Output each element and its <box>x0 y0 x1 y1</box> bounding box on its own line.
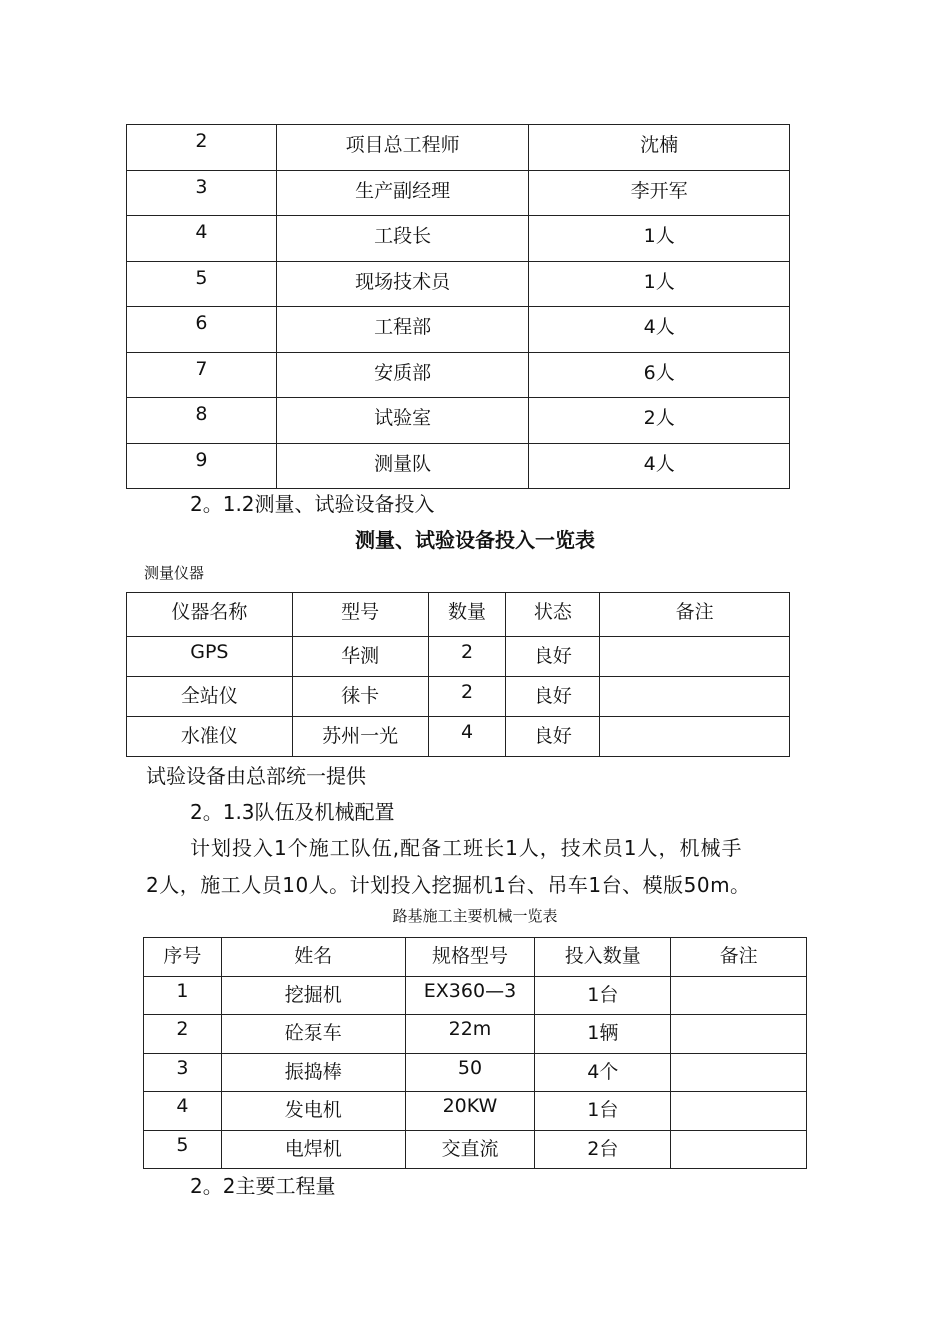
survey-table-title: 测量、试验设备投入一览表 <box>355 528 595 552</box>
table-cell: 挖掘机 <box>221 976 405 1015</box>
table-cell: 2 <box>428 637 506 677</box>
table-cell: 苏州一光 <box>292 717 428 757</box>
table-cell <box>600 717 790 757</box>
staff-table <box>126 124 790 489</box>
table-cell: 9 <box>127 443 277 489</box>
table-cell: 1台 <box>535 1092 671 1131</box>
section-heading-2-1-3: 2。1.3队伍及机械配置 <box>190 800 395 824</box>
table-cell <box>671 976 807 1015</box>
table-row <box>127 717 790 757</box>
table-row <box>127 261 790 307</box>
table-cell: GPS <box>127 637 293 677</box>
table-cell: 发电机 <box>221 1092 405 1131</box>
table-cell: 4人 <box>529 443 790 489</box>
header-cell: 型号 <box>292 593 428 637</box>
table-row <box>127 307 790 353</box>
table-cell: 砼泵车 <box>221 1015 405 1054</box>
table-cell: 良好 <box>506 717 600 757</box>
table-cell: 交直流 <box>405 1130 535 1169</box>
table-cell: 振捣棒 <box>221 1053 405 1092</box>
table-row <box>127 443 790 489</box>
machine-table <box>143 937 807 1169</box>
header-cell: 备注 <box>671 938 807 977</box>
table-row <box>127 125 790 171</box>
table-header-row <box>127 593 790 637</box>
table-cell: 50 <box>405 1053 535 1092</box>
table-cell: 项目总工程师 <box>276 125 529 171</box>
header-cell: 数量 <box>428 593 506 637</box>
table-cell: 良好 <box>506 677 600 717</box>
table-row <box>144 976 807 1015</box>
header-cell: 投入数量 <box>535 938 671 977</box>
table-cell: 5 <box>127 261 277 307</box>
table-cell: 工段长 <box>276 216 529 262</box>
table-cell: 生产副经理 <box>276 170 529 216</box>
table-cell <box>671 1015 807 1054</box>
table-row <box>127 216 790 262</box>
table-row <box>127 677 790 717</box>
table-cell <box>600 677 790 717</box>
table-cell: 20KW <box>405 1092 535 1131</box>
table-cell: 1人 <box>529 216 790 262</box>
test-equipment-note: 试验设备由总部统一提供 <box>146 764 366 788</box>
table-cell: 4个 <box>535 1053 671 1092</box>
table-header-row <box>144 938 807 977</box>
table-cell <box>671 1092 807 1131</box>
header-cell: 状态 <box>506 593 600 637</box>
header-cell: 规格型号 <box>405 938 535 977</box>
table-cell: 水准仪 <box>127 717 293 757</box>
table-row <box>144 1130 807 1169</box>
header-cell: 序号 <box>144 938 222 977</box>
table-cell: 2 <box>144 1015 222 1054</box>
table-cell: 工程部 <box>276 307 529 353</box>
table-row <box>127 398 790 444</box>
table-cell: 3 <box>127 170 277 216</box>
table-cell: 4 <box>127 216 277 262</box>
header-cell: 姓名 <box>221 938 405 977</box>
table-row <box>144 1015 807 1054</box>
table-cell: 22m <box>405 1015 535 1054</box>
paragraph-line-1: 计划投入1个施工队伍,配备工班长1人，技术员1人，机械手 <box>190 836 743 860</box>
table-cell: 6人 <box>529 352 790 398</box>
table-cell <box>671 1130 807 1169</box>
paragraph-line-2: 2人，施工人员10人。计划投入挖掘机1台、吊车1台、模版50m。 <box>146 873 751 897</box>
table-cell: 1辆 <box>535 1015 671 1054</box>
table-cell: 徕卡 <box>292 677 428 717</box>
table-cell: 2 <box>127 125 277 171</box>
table-cell: 2台 <box>535 1130 671 1169</box>
table-cell: 华测 <box>292 637 428 677</box>
table-cell: 1人 <box>529 261 790 307</box>
table-row <box>144 1053 807 1092</box>
table-cell: 5 <box>144 1130 222 1169</box>
table-row <box>127 352 790 398</box>
table-cell: 1台 <box>535 976 671 1015</box>
table-cell: 4 <box>428 717 506 757</box>
table-cell: 1 <box>144 976 222 1015</box>
table-cell: 良好 <box>506 637 600 677</box>
table-cell: 安质部 <box>276 352 529 398</box>
table-cell: EX360—3 <box>405 976 535 1015</box>
table-cell: 4 <box>144 1092 222 1131</box>
table-cell: 7 <box>127 352 277 398</box>
table-cell: 沈楠 <box>529 125 790 171</box>
table-cell: 6 <box>127 307 277 353</box>
table-cell: 试验室 <box>276 398 529 444</box>
table-cell: 电焊机 <box>221 1130 405 1169</box>
table-cell: 全站仪 <box>127 677 293 717</box>
table-cell: 测量队 <box>276 443 529 489</box>
table-row <box>144 1092 807 1131</box>
table-row <box>127 637 790 677</box>
table-cell: 李开军 <box>529 170 790 216</box>
machine-table-title: 路基施工主要机械一览表 <box>392 907 558 925</box>
header-cell: 备注 <box>600 593 790 637</box>
header-cell: 仪器名称 <box>127 593 293 637</box>
instrument-table <box>126 592 790 757</box>
table-row <box>127 170 790 216</box>
survey-caption: 测量仪器 <box>144 564 205 582</box>
table-cell: 8 <box>127 398 277 444</box>
table-cell <box>671 1053 807 1092</box>
table-cell: 现场技术员 <box>276 261 529 307</box>
table-cell: 4人 <box>529 307 790 353</box>
table-cell: 2人 <box>529 398 790 444</box>
table-cell: 3 <box>144 1053 222 1092</box>
table-cell: 2 <box>428 677 506 717</box>
section-heading-2-2: 2。2主要工程量 <box>190 1174 336 1198</box>
section-heading-2-1-2: 2。1.2测量、试验设备投入 <box>190 492 435 516</box>
table-cell <box>600 637 790 677</box>
